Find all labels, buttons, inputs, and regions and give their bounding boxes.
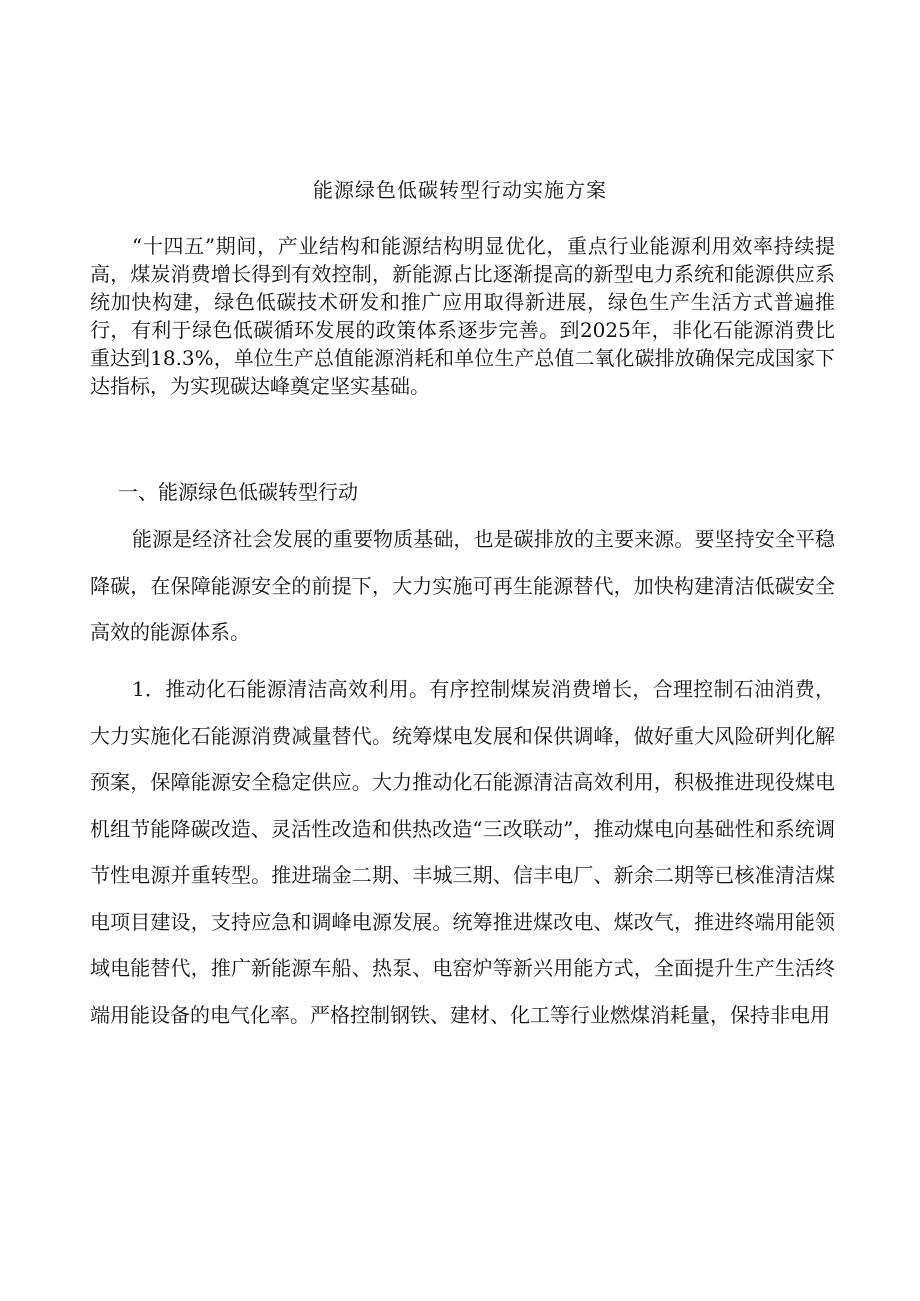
item-1-paragraph: 1．推动化石能源清洁高效利用。有序控制煤炭消费增长，合理控制石油消费，大力实施化石能源消费减量替代。统筹煤电发展和保供调峰，做好重大风险研判化解预案，保障能源安全稳定供应。大力推动化石能源清洁高效利用，积极推进现役煤电机组节能降碳改造、灵活性改造和供热改造“三改联动”，推动煤电向基础性和系统调节性电源并重转型。推进瑞金二期、丰城三期、信丰电厂、新余二期等已核准清洁煤电项目建设，支持应急和调峰电源发展。统筹推进煤改电、煤改气，推进终端用能领域电能替代，推广新能源车船、热泵、电窑炉等新兴用能方式，全面提升生产生活终端用能设备的电气化率。严格控制钢铁、建材、化工等行业燃煤消耗量，保持非电用 (90, 677, 835, 1027)
document-title: 能源绿色低碳转型行动实施方案 (313, 178, 607, 202)
intro-paragraph: “十四五”期间，产业结构和能源结构明显优化，重点行业能源利用效率持续提高，煤炭消费增长得到有效控制，新能源占比逐渐提高的新型电力系统和能源供应系统加快构建，绿色低碳技术研发和推广应用取得新进展，绿色生产生活方式普遍推行，有利于绿色低碳循环发展的政策体系逐步完善。到2025年，非化石能源消费比重达到18.3%，单位生产总值能源消耗和单位生产总值二氧化碳排放确保完成国家下达指标，为实现碳达峰奠定坚实基础。 (90, 234, 835, 398)
section-heading: 一、能源绿色低碳转型行动 (118, 480, 358, 504)
section-paragraph: 能源是经济社会发展的重要物质基础，也是碳排放的主要来源。要坚持安全平稳降碳，在保障能源安全的前提下，大力实施可再生能源替代，加快构建清洁低碳安全高效的能源体系。 (90, 527, 835, 644)
